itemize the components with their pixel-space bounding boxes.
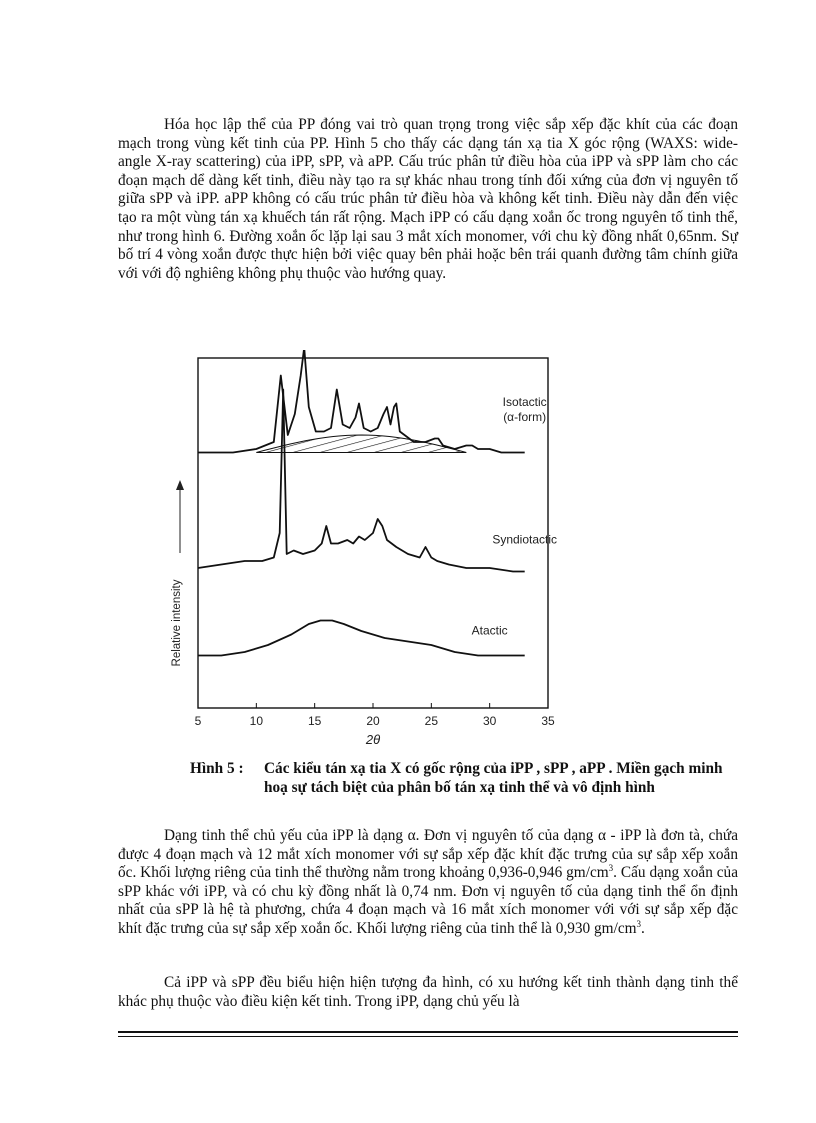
- x-tick-label-5: 5: [194, 714, 202, 728]
- superscript-3: 3: [636, 918, 642, 929]
- x-tick-label-15: 15: [307, 714, 322, 728]
- y-axis-label: Relative intensity: [171, 579, 183, 667]
- paragraph-2-part-b: . Cấu dạng xoắn của sPP khác với iPP, và có chu kỳ đồng nhất là 0,74 nm. Đơn vị nguyên tố của dạng tinh thể ổn định nhất của sPP là hệ tà phương, chứa 4 đoạn mạch và 16 mắt xích monomer với với sự sắp xếp đặc khít đặc trưng của sự sắp xếp xoắn ốc. Khối lượng riêng của tinh thể là 0,930 gm/cm: [118, 864, 738, 937]
- paragraph-3: Cả iPP và sPP đều biểu hiện hiện tượng đa hình, có xu hướng kết tinh thành dạng tinh thể khác phụ thuộc vào điều kiện kết tinh. Trong iPP, dạng chủ yếu là: [118, 974, 738, 1010]
- footer-rule-thin: [118, 1036, 738, 1037]
- caption-text: Các kiểu tán xạ tia X có gốc rộng của iPP , sPP , aPP . Miền gạch minh hoạ sự tách biệt của phân bố tán xạ tinh thể và vô định hình: [264, 760, 723, 796]
- superscript-3: 3: [608, 863, 614, 874]
- series-label-isotactic-form: (α-form): [503, 410, 547, 424]
- footer-rule-thick: [118, 1031, 738, 1033]
- paragraph-2-part-c: .: [641, 919, 645, 937]
- paragraph-2: [118, 827, 738, 939]
- paragraph-2-part-a: Dạng tinh thể chủ yếu của iPP là dạng α. Đơn vị nguyên tố của dạng α - iPP là đơn tà, chứa được 4 đoạn mạch và 12 mắt xích monomer với sự sắp xếp đặc khít đặc trưng của sự sắp xếp xoắn ốc. Khối lượng riêng của tinh thể thường nằm trong khoảng 0,936-0,946 gm/cm: [118, 827, 738, 882]
- x-axis-label: 2θ: [365, 732, 381, 747]
- x-tick-label-20: 20: [366, 714, 380, 728]
- paragraph-1: Hóa học lập thể của PP đóng vai trò quan trọng trong việc sắp xếp đặc khít của các đoạn mạch trong vùng kết tinh của PP. Hình 5 cho thấy các dạng tán xạ tia X góc rộng (WAXS: wide-angle X-ray scattering) của iPP, sPP, và aPP. Cấu trúc phân tử điều hòa của iPP và sPP làm cho các đoạn mạch dể dàng kết tinh, điều này tạo ra sự khác nhau trong tính đối xứng của đơn vị nguyên tố giữa sPP và iPP. aPP không có cấu trúc phân tử điều hòa và không kết tinh. Điều này dẫn đến việc tạo ra một vùng tán xạ khuếch tán rất rộng. Mạch iPP có cấu dạng xoắn ốc trong nguyên tố tinh thể, như trong hình 6. Đường xoắn ốc lặp lại sau 3 mắt xích monomer, với chu kỳ đồng nhất 0,65nm. Sự bố trí 4 vòng xoắn được thực hiện bởi việc quay bên phải hoặc bên trái quanh đường tâm chính giữa với với độ nghiêng không phụ thuộc vào hướng quay.: [118, 116, 738, 282]
- x-tick-label-25: 25: [424, 714, 439, 728]
- x-tick-label-30: 30: [482, 714, 497, 728]
- waxs-chart-svg: [160, 350, 580, 750]
- series-label-syndiotactic: Syndiotactic: [492, 532, 558, 547]
- series-label-atactic: Atactic: [471, 623, 508, 638]
- y-axis-arrow-head: [176, 480, 184, 490]
- series-label-isotactic: Isotactic: [502, 395, 547, 409]
- x-tick-label-10: 10: [249, 714, 264, 728]
- caption-label: Hình 5 :: [190, 760, 244, 777]
- figure-5-chart: [160, 350, 580, 750]
- x-tick-label-35: 35: [541, 714, 555, 728]
